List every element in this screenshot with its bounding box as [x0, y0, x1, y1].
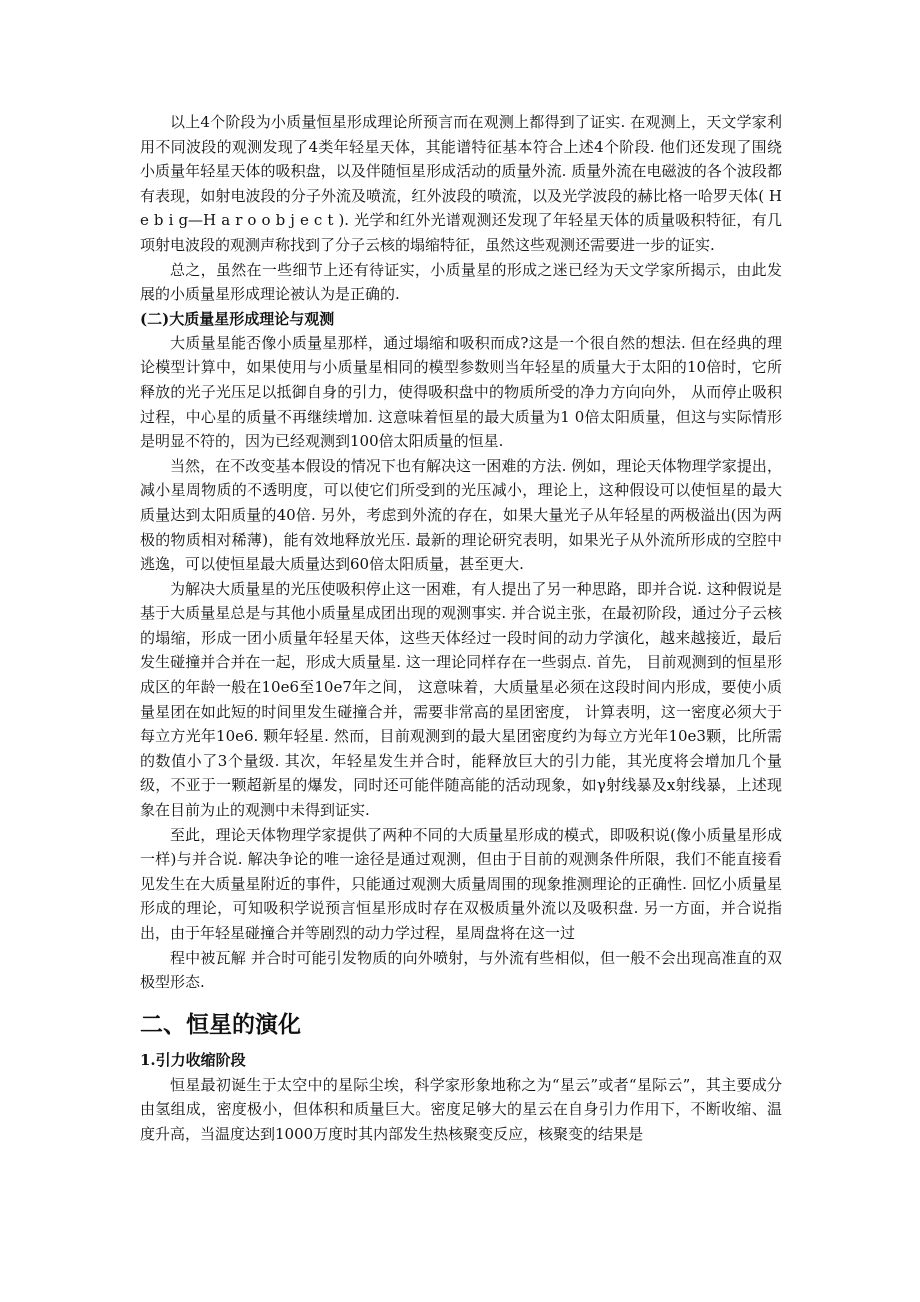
paragraph-accretion-question: 大质量星能否像小质量星那样，通过塌缩和吸积而成?这是一个很自然的想法. 但在经典的理论模型计算中，如果使用与小质量星相同的模型参数则当年轻星的质量大于太阳的10倍时，它所释放的光子光压足以抵御自身的引力，使得吸积盘中的物质所受的净力方向向外， 从而停止吸积过程，中心星的质量不再继续增加. 这意味着恒星的最大质量为1 0倍太阳质量，但这与实际情形是明显不符的，因为已经观测到100倍太阳质量的恒星.	[140, 333, 782, 451]
paragraph-nebula: 恒星最初诞生于太空中的星际尘埃，科学家形象地称之为“星云”或者“星际云”，其主要成分由氢组成，密度极小，但体积和质量巨大。密度足够大的星云在自身引力作用下，不断收缩、温度升高，当温度达到1000万度时其内部发生热核聚变反应，核聚变的结果是	[140, 1075, 782, 1143]
paragraph-two-models: 至此，理论天体物理学家提供了两种不同的大质量星形成的模式，即吸积说(像小质量星形成一样)与并合说. 解决争论的唯一途径是通过观测，但由于目前的观测条件所限，我们不能直接看见发生在大质量星附近的事件，只能通过观测大质量周围的现象推测理论的正确性. 回忆小质量星形成的理论，可知吸积学说预言恒星形成时存在双极质量外流以及吸积盘. 另一方面，并合说指出，由于年轻星碰撞合并等剧烈的动力学过程，星周盘将在这一过	[140, 825, 782, 942]
heading-massive-star-formation: (二)大质量星形成理论与观测	[140, 309, 335, 328]
paragraph-opacity-solution: 当然，在不改变基本假设的情况下也有解决这一困难的方法. 例如，理论天体物理学家提出， 减小星周物质的不透明度，可以使它们所受到的光压减小，理论上，这种假设可以使恒星的最大质量达到太阳质量的40倍. 另外，考虑到外流的存在，如果大量光子从年轻星的两极溢出(因为两极的物质相对稀薄)，能有效地释放光压. 最新的理论研究表明，如果光子从外流所形成的空腔中逃逸，可以使恒星最大质量达到60倍太阳质量，甚至更大.	[140, 456, 782, 574]
paragraph-stage-confirmation: 以上4个阶段为小质量恒星形成理论所预言而在观测上都得到了证实. 在观测上，天文学家利用不同波段的观测发现了4类年轻星天体，其能谱特征基本符合上述4个阶段. 他们还发现了围绕小质量年轻星天体的吸积盘，以及伴随恒星形成活动的质量外流. 质量外流在电磁波的各个波段都有表现，如射电波段的分子外流及喷流，红外波段的喷流，以及光学波段的赫比格一哈罗天体( H e b i g—H a r o o b j e c t ). 光学和红外光谱观测还发现了年轻星天体的质量吸积特征，有几项射电波段的观测声称找到了分子云核的塌缩特征，虽然这些观测还需要进一步的证实.	[140, 113, 782, 254]
paragraph-merger-hypothesis: 为解决大质量星的光压使吸积停止这一困难，有人提出了另一种思路，即并合说. 这种假说是基于大质量星总是与其他小质量星成团出现的观测事实. 并合说主张，在最初阶段，通过分子云核的塌缩，形成一团小质量年轻星天体，这些天体经过一段时间的动力学演化，越来越接近，最后发生碰撞并合并在一起，形成大质量星. 这一理论同样存在一些弱点. 首先， 目前观测到的恒星形成区的年龄一般在10e6至10e7年之间， 这意味着，大质量星必须在这段时间内形成，要使小质量星团在如此短的时间里发生碰撞合并，需要非常高的星团密度， 计算表明，这一密度必须大于每立方光年10e6. 颗年轻星. 然而，目前观测到的最大星团密度约为每立方光年10e3颗，比所需的数值小了3个量级. 其次，年轻星发生并合时，能释放巨大的引力能，其光度将会增加几个量级，不亚于一颗超新星的爆发，同时还可能伴随高能的活动现象，如γ射线暴及x射线暴，上述现象在目前为止的观测中未得到证实.	[140, 579, 782, 820]
paragraph-summary: 总之，虽然在一些细节上还有待证实，小质量星的形成之迷已经为天文学家所揭示，由此发展的小质量星形成理论被认为是正确的.	[140, 260, 782, 304]
paragraph-disk-disruption: 程中被瓦解 并合时可能引发物质的向外喷射，与外流有些相似，但一般不会出现高准直的双极型形态.	[140, 948, 782, 992]
section-title-stellar-evolution: 二、恒星的演化	[140, 1011, 301, 1038]
document-page	[140, 110, 782, 1147]
subheading-gravitational-contraction: 1.引力收缩阶段	[140, 1050, 246, 1069]
